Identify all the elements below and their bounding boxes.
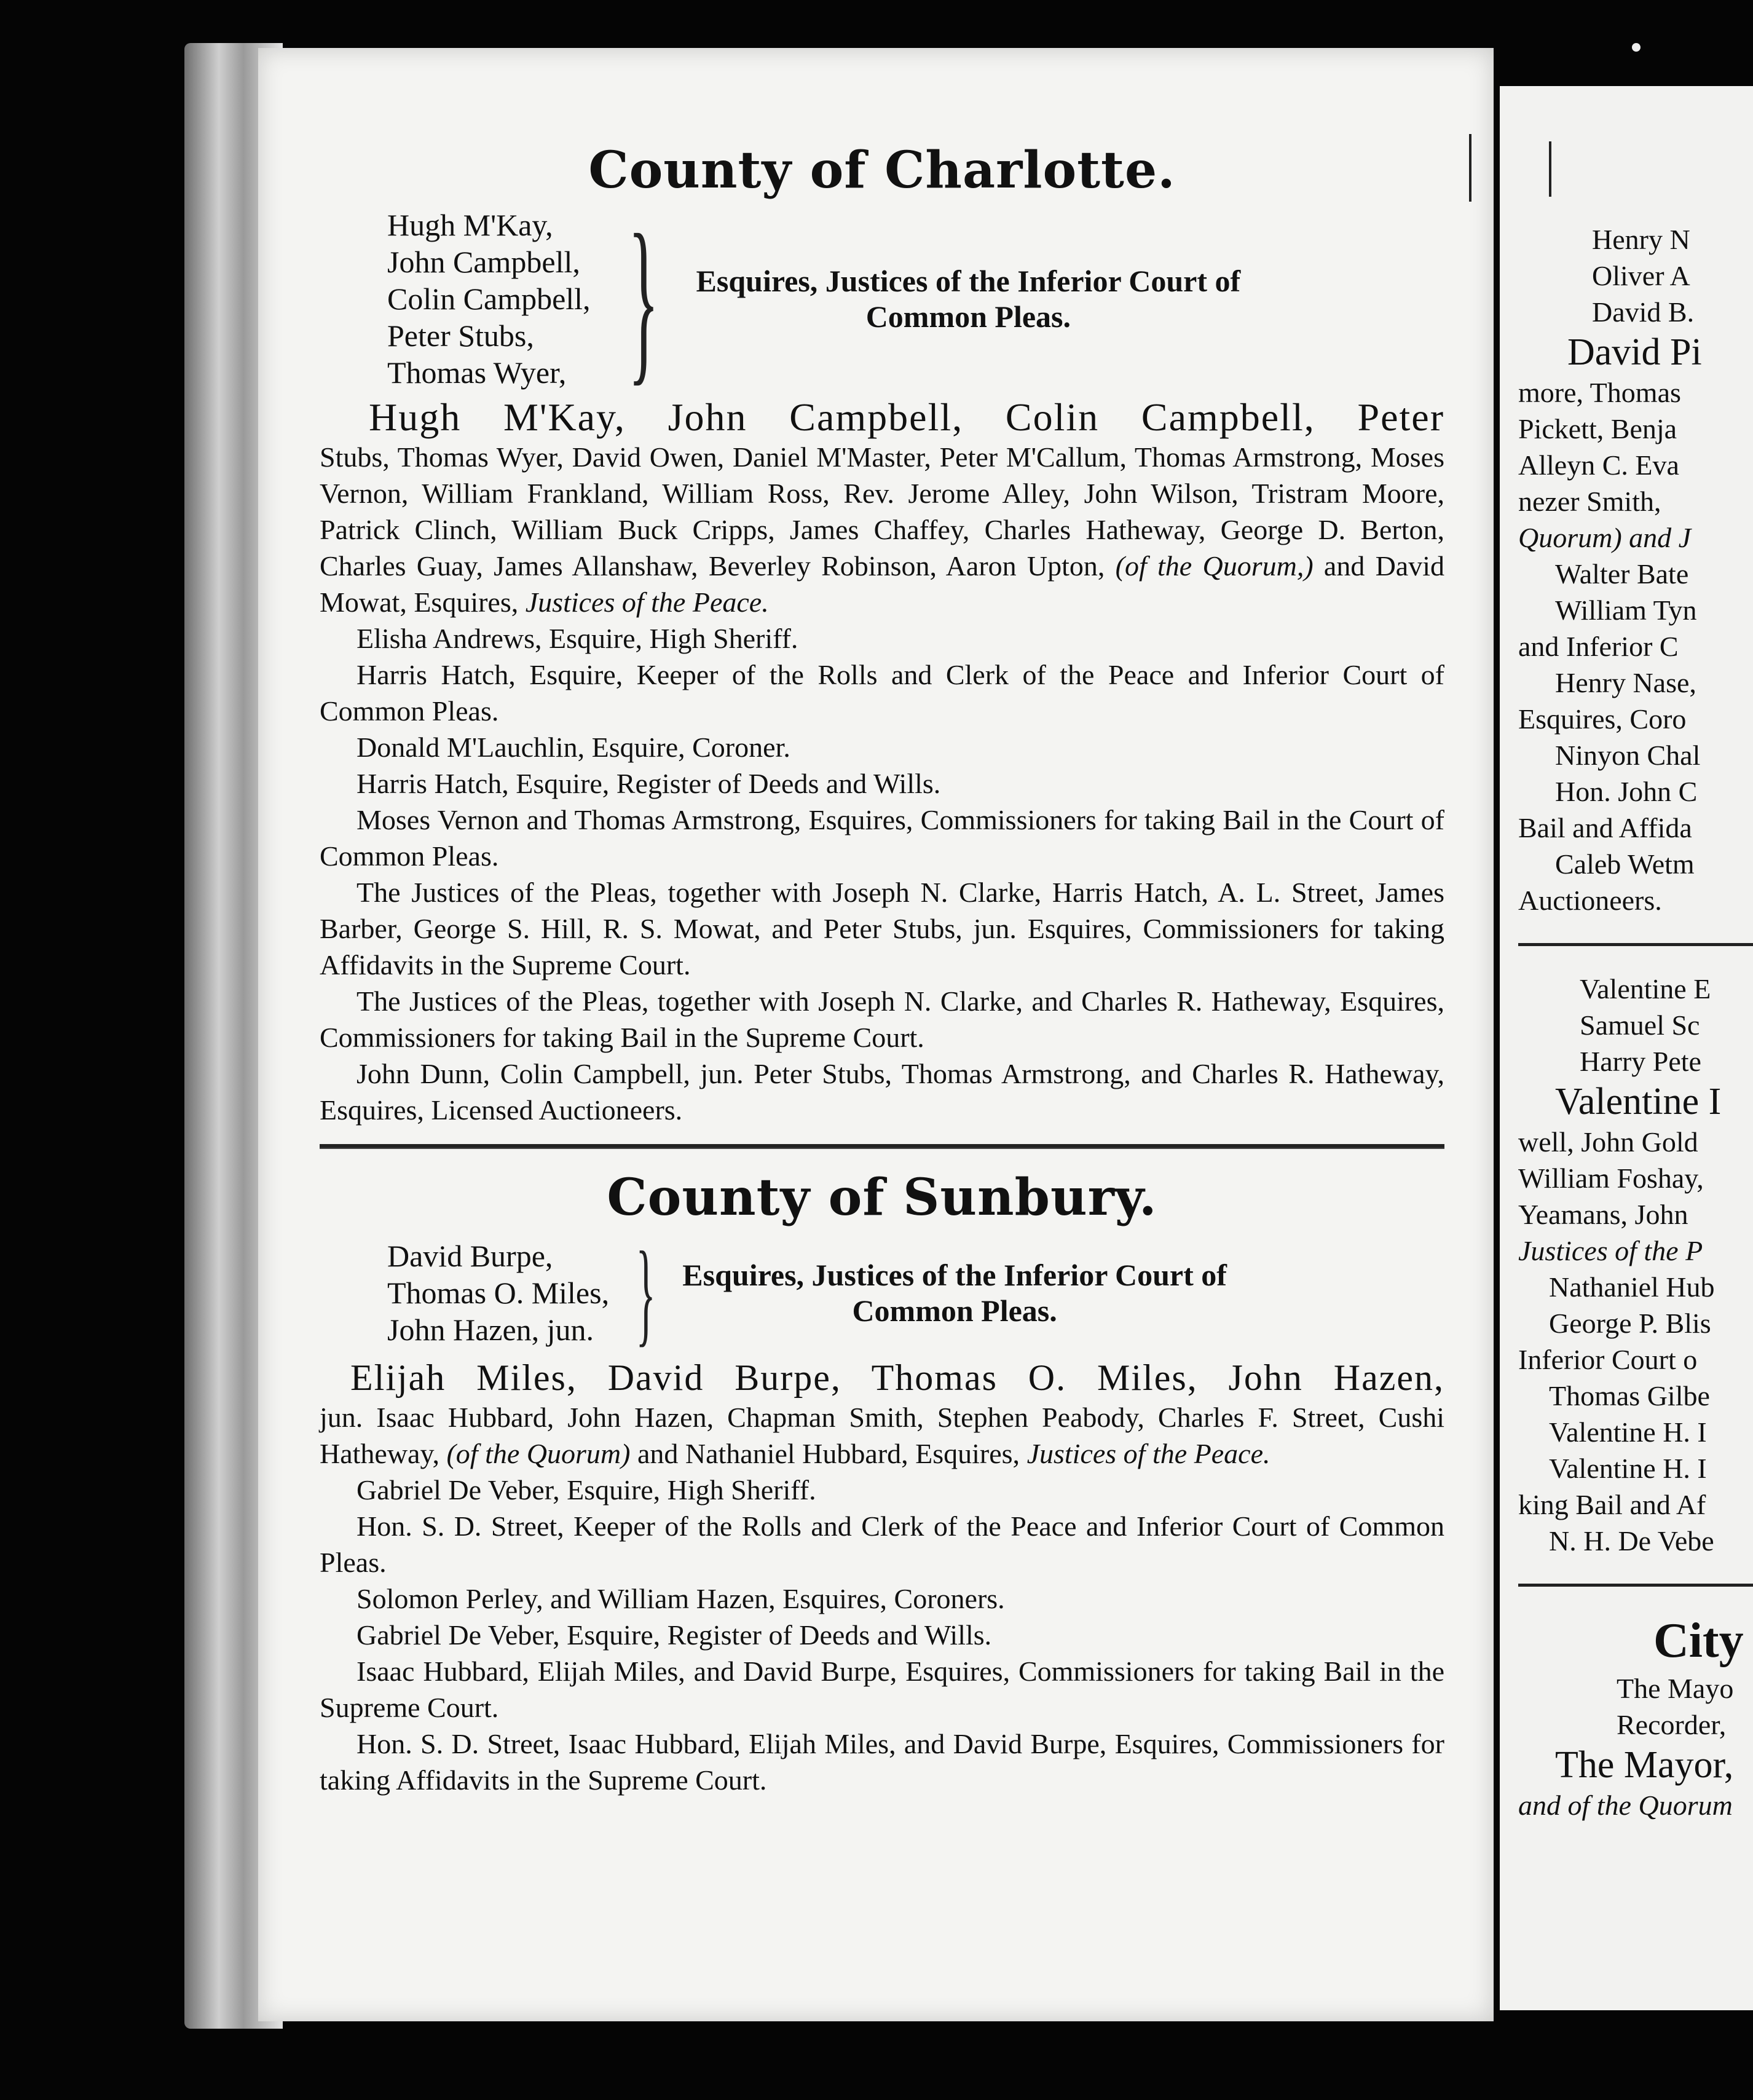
text-line: Nathaniel Hub xyxy=(1549,1271,1715,1303)
right-page-content xyxy=(1518,221,1753,1823)
text-line: Yeamans, John xyxy=(1518,1199,1688,1230)
text-line: Inferior Court o xyxy=(1518,1344,1698,1375)
text-line: George P. Blis xyxy=(1549,1308,1711,1339)
register-of-deeds: Gabriel De Veber, Esquire, Register of Deeds and Wills. xyxy=(357,1619,992,1651)
justice-name: John Campbell, xyxy=(387,245,580,280)
text-line: Samuel Sc xyxy=(1580,1009,1700,1041)
justice-name: Thomas Wyer, xyxy=(387,355,567,390)
text-line: Valentine I xyxy=(1555,1081,1722,1123)
text-line: Oliver A xyxy=(1592,260,1690,291)
text-line: Recorder, xyxy=(1617,1709,1727,1740)
section-divider xyxy=(320,1144,1444,1149)
peace-title: Justices of the Peace. xyxy=(525,586,769,618)
text-line: Pickett, Benja xyxy=(1518,413,1677,444)
city-title: City xyxy=(1653,1614,1744,1668)
quorum-note: (of the Quorum,) xyxy=(1115,550,1314,582)
justice-name: Peter Stubs, xyxy=(387,318,534,353)
county-title-charlotte: County of Charlotte. xyxy=(588,141,1176,200)
peace-end: and David Mowat, Esquires, xyxy=(320,550,1444,618)
text-line: David Pi xyxy=(1567,331,1702,373)
court-line-2: Common Pleas. xyxy=(865,299,1071,334)
text-line: Thomas Gilbe xyxy=(1549,1380,1710,1411)
brace-icon: } xyxy=(628,197,659,401)
justices-of-peace-lead: Elijah Miles, David Burpe, Thomas O. Miles, John Hazen, xyxy=(350,1357,1444,1398)
text-line: well, John Gold xyxy=(1518,1126,1698,1158)
text-line: Bail and Affida xyxy=(1518,812,1692,843)
text-line: Quorum) and J xyxy=(1518,522,1692,553)
affidavit-commissioners: Hon. S. D. Street, Isaac Hubbard, Elijah Miles, and David Burpe, Esquires, Commissioners for taking Affidavits in the Supreme Court. xyxy=(320,1727,1444,1796)
justice-name: Colin Campbell, xyxy=(387,282,591,317)
text-line: Valentine E xyxy=(1580,973,1711,1005)
justices-of-peace-lead: Hugh M'Kay, John Campbell, Colin Campbell, Peter xyxy=(369,395,1444,440)
text-line: William Foshay, xyxy=(1518,1162,1704,1194)
text-line: Valentine H. I xyxy=(1549,1416,1707,1448)
right-page-bottom-lines xyxy=(1518,1670,1753,1823)
court-description xyxy=(696,263,1241,334)
justices-of-peace-list xyxy=(320,1399,1444,1472)
text-line: N. H. De Vebe xyxy=(1549,1525,1714,1557)
justice-name: John Hazen, jun. xyxy=(387,1312,594,1347)
text-line: David B. xyxy=(1592,296,1695,328)
court-line-1: Esquires, Justices of the Inferior Court of xyxy=(682,1257,1227,1292)
justices-of-peace-list xyxy=(320,439,1444,620)
register-of-deeds: Harris Hatch, Esquire, Register of Deeds and Wills. xyxy=(357,768,941,800)
keeper-of-rolls: Hon. S. D. Street, Keeper of the Rolls and Clerk of the Peace and Inferior Court of Common Pleas. xyxy=(320,1510,1444,1578)
keeper-of-rolls: Harris Hatch, Esquire, Keeper of the Rolls and Clerk of the Peace and Inferior Court of Common Pleas. xyxy=(320,659,1444,727)
text-line: Caleb Wetm xyxy=(1555,848,1695,880)
court-description xyxy=(682,1257,1227,1328)
right-page-mid-lines xyxy=(1518,971,1753,1559)
high-sheriff: Gabriel De Veber, Esquire, High Sheriff. xyxy=(357,1474,816,1506)
speck xyxy=(1632,43,1641,52)
text-line: Justices of the P xyxy=(1518,1235,1703,1266)
peace-end: and Nathaniel Hubbard, Esquires, xyxy=(637,1437,1020,1469)
high-sheriff: Elisha Andrews, Esquire, High Sheriff. xyxy=(357,623,798,655)
justice-name: Hugh M'Kay, xyxy=(387,208,553,243)
county-title-sunbury: County of Sunbury. xyxy=(607,1168,1157,1228)
section-divider xyxy=(1518,943,1753,946)
text-line: William Tyn xyxy=(1555,594,1697,626)
peace-title: Justices of the Peace. xyxy=(1026,1437,1270,1469)
text-line: Henry Nase, xyxy=(1555,667,1696,698)
bail-commissioners: Moses Vernon and Thomas Armstrong, Esquires, Commissioners for taking Bail in the Court of Common Pleas. xyxy=(320,804,1444,872)
page-content xyxy=(320,140,1444,1798)
justice-name: David Burpe, xyxy=(387,1238,553,1273)
right-page-top-lines xyxy=(1518,221,1753,918)
brace-icon: } xyxy=(636,1228,656,1357)
text-line: The Mayor, xyxy=(1555,1744,1734,1786)
peace-names: jun. Isaac Hubbard, John Hazen, Chapman Smith, Stephen Peabody, Charles F. Street, Cushi Hatheway, xyxy=(320,1401,1444,1469)
text-line: The Mayo xyxy=(1617,1673,1734,1704)
section-sunbury xyxy=(320,1167,1444,1798)
text-line: Alleyn C. Eva xyxy=(1518,449,1679,481)
peace-names: Stubs, Thomas Wyer, David Owen, Daniel M'Master, Peter M'Callum, Thomas Armstrong, Moses Vernon, William Frankland, William Ross, Rev. Jerome Alley, John Wilson, Tristram Moore, Patrick Clinch, William Buck Cripps, James Chaffey, Charles Hatheway, George D. Berton, Charles Guay, James Allanshaw, Beverley Robinson, Aaron Upton, xyxy=(320,441,1444,582)
text-line: Valentine H. I xyxy=(1549,1453,1707,1484)
text-line: Auctioneers. xyxy=(1518,885,1662,916)
supreme-bail-commissioners: The Justices of the Pleas, together with Joseph N. Clarke, and Charles R. Hatheway, Esquires, Commissioners for taking Bail in the Supreme Court. xyxy=(320,985,1444,1054)
coroners: Solomon Perley, and William Hazen, Esquires, Coroners. xyxy=(357,1582,1005,1614)
bail-commissioners: Isaac Hubbard, Elijah Miles, and David Burpe, Esquires, Commissioners for taking Bail in the Supreme Court. xyxy=(320,1655,1444,1723)
text-line: and of the Quorum xyxy=(1518,1790,1733,1821)
coroner: Donald M'Lauchlin, Esquire, Coroner. xyxy=(357,732,790,764)
licensed-auctioneers: John Dunn, Colin Campbell, jun. Peter Stubs, Thomas Armstrong, and Charles R. Hatheway, Esquires, Licensed Auctioneers. xyxy=(320,1058,1444,1126)
text-line: Walter Bate xyxy=(1555,558,1689,590)
court-line-1: Esquires, Justices of the Inferior Court of xyxy=(696,264,1241,299)
affidavit-commissioners: The Justices of the Pleas, together with Joseph N. Clarke, Harris Hatch, A. L. Street, James Barber, George S. Hill, R. S. Mowat, and Peter Stubs, jun. Esquires, Commissioners for taking Affidavits in the Supreme Court. xyxy=(320,877,1444,981)
fold-mark xyxy=(1549,141,1551,197)
right-page xyxy=(1500,86,1753,2010)
text-line: king Bail and Af xyxy=(1518,1489,1706,1520)
court-line-2: Common Pleas. xyxy=(852,1293,1057,1328)
quorum-note: (of the Quorum) xyxy=(446,1437,631,1469)
fold-mark xyxy=(1469,134,1471,202)
text-line: more, Thomas xyxy=(1518,377,1681,408)
text-line: nezer Smith, xyxy=(1518,486,1661,517)
inferior-court-justices-charlotte xyxy=(387,197,1444,401)
text-line: Harry Pete xyxy=(1580,1046,1701,1077)
text-line: Esquires, Coro xyxy=(1518,703,1687,735)
section-charlotte xyxy=(320,140,1444,1128)
section-divider xyxy=(1518,1584,1753,1587)
text-line: and Inferior C xyxy=(1518,631,1679,662)
text-line: Ninyon Chal xyxy=(1555,740,1701,771)
text-line: Hon. John C xyxy=(1555,776,1698,807)
left-page xyxy=(258,48,1494,2021)
justice-names xyxy=(387,207,591,391)
inferior-court-justices-sunbury xyxy=(387,1228,1444,1357)
justice-name: Thomas O. Miles, xyxy=(387,1275,610,1310)
justice-names xyxy=(387,1238,609,1348)
text-line: Henry N xyxy=(1592,224,1690,255)
